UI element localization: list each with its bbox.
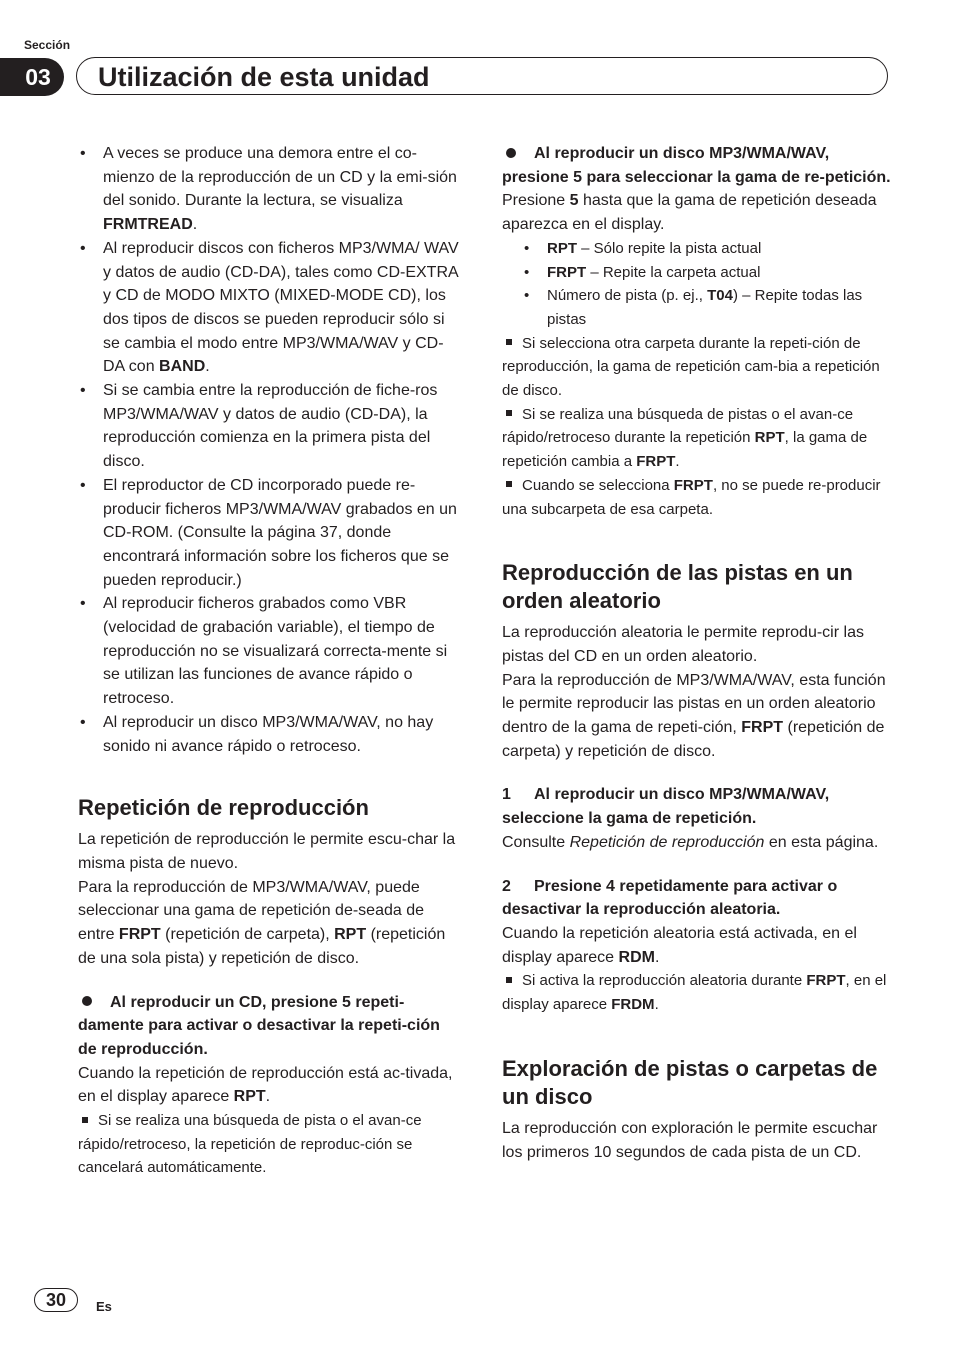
page-number: 30	[34, 1288, 78, 1312]
step-instruction: 2 Presione 4 repetidamente para activar o desactivar la reproducción aleatoria.	[502, 877, 838, 919]
page-title: Utilización de esta unidad	[98, 62, 430, 92]
section-heading-random: Reproducción de las pistas en un orden aleatorio	[502, 560, 853, 614]
section-heading-scan: Exploración de pistas o carpetas de un disco	[502, 1055, 878, 1109]
paragraph: La reproducción aleatoria le permite reprodu-cir las pistas del CD en un orden aleatorio.	[502, 624, 864, 665]
note: Si se realiza una búsqueda de pista o el avan-ce rápido/retroceso, la repetición de reproduc-ción se cancelará automáticamente.	[78, 1112, 422, 1177]
note: Si selecciona otra carpeta durante la repeti-ción de reproducción, la gama de repetición cam-bia a repetición de disco.	[502, 334, 880, 400]
repeat-range-list	[502, 237, 892, 332]
bullet-dot-icon	[506, 148, 516, 158]
step-instruction: Al reproducir un disco MP3/WMA/WAV, presione 5 para seleccionar la gama de re-petición.	[502, 145, 891, 186]
notes-list	[78, 142, 463, 758]
list-item: • Al reproducir un disco MP3/WMA/WAV, no hay sonido ni avance rápido o retroceso.	[78, 711, 463, 758]
list-item: • Al reproducir discos con ficheros MP3/WMA/ WAV y datos de audio (CD-DA), tales como CD-EXTRA y CD de MODO MIXTO (MIXED-MODE CD), los dos tipos de discos se pueden reproducir sólo si se cambia el modo entre MP3/WMA/WAV y CD-DA con BAND.	[78, 237, 463, 379]
note: Si activa la reproducción aleatoria durante FRPT, en el display aparece FRDM.	[502, 972, 887, 1014]
note: Si se realiza una búsqueda de pistas o el avan-ce rápido/retroceso durante la repetición RPT, la gama de repetición cambia a FRPT.	[502, 405, 868, 471]
list-item: • Si se cambia entre la reproducción de fiche-ros MP3/WMA/WAV y datos de audio (CD-DA), la reproducción comienza en la primera pista del disco.	[78, 379, 463, 474]
section-label: Sección	[24, 38, 71, 52]
paragraph: La repetición de reproducción le permite escu-char la misma pista de nuevo.	[78, 831, 456, 872]
list-item: • Número de pista (p. ej., T04) – Repite todas las pistas	[502, 284, 892, 331]
list-item: • RPT – Sólo repite la pista actual	[502, 237, 892, 261]
paragraph: Para la reproducción de MP3/WMA/WAV, puede seleccionar una gama de repetición de-seada de entre FRPT (repetición de carpeta), RPT (repetición de una sola pista) y repetición de disco.	[78, 878, 446, 967]
right-column	[502, 142, 892, 1164]
square-bullet-icon	[82, 1117, 88, 1123]
section-heading-repeat: Repetición de reproducción	[78, 795, 369, 821]
list-item: • A veces se produce una demora entre el co-mienzo de la reproducción de un CD y la emi-sión del sonido. Durante la lectura, se visualiza FRMTREAD.	[78, 142, 463, 237]
list-item: • El reproductor de CD incorporado puede re-producir ficheros MP3/WMA/WAV grabados en un CD-ROM. (Consulte la página 37, donde encontrará información sobre los ficheros que se pueden reproducir.)	[78, 474, 463, 593]
step-instruction: Al reproducir un CD, presione 5 repeti-damente para activar o desactivar la repeti-ción de reproducción.	[78, 993, 440, 1058]
paragraph: La reproducción con exploración le permite escuchar los primeros 10 segundos de cada pista de un CD.	[502, 1119, 878, 1161]
left-column	[78, 142, 463, 1180]
square-bullet-icon	[506, 481, 512, 487]
square-bullet-icon	[506, 977, 512, 983]
paragraph: Presione 5 hasta que la gama de repetición deseada aparezca en el display.	[502, 192, 877, 234]
step-instruction: 1 Al reproducir un disco MP3/WMA/WAV, seleccione la gama de repetición.	[502, 786, 830, 828]
paragraph: Cuando la repetición aleatoria está activada, en el display aparece RDM.	[502, 924, 857, 966]
paragraph: Para la reproducción de MP3/WMA/WAV, esta función le permite reproducir las pistas en un orden aleatorio dentro de la gama de repeti-ción, FRPT (repetición de carpeta) y repetición de disco.	[502, 671, 886, 760]
list-item: • FRPT – Repite la carpeta actual	[502, 261, 892, 285]
bullet-dot-icon	[82, 996, 92, 1006]
paragraph: Consulte Repetición de reproducción en esta página.	[502, 833, 879, 851]
square-bullet-icon	[506, 339, 512, 345]
note: Cuando se selecciona FRPT, no se puede re-producir una subcarpeta de esa carpeta.	[502, 476, 881, 518]
section-number-badge: 03	[0, 58, 64, 96]
list-item: • Al reproducir ficheros grabados como VBR (velocidad de grabación variable), el tiempo de reproducción no se visualizará correcta-mente si se utilizan las funciones de avance rápido o retroceso.	[78, 592, 463, 711]
square-bullet-icon	[506, 410, 512, 416]
paragraph: Cuando la repetición de reproducción está ac-tivada, en el display aparece RPT.	[78, 1064, 453, 1106]
language-code: Es	[96, 1299, 112, 1314]
